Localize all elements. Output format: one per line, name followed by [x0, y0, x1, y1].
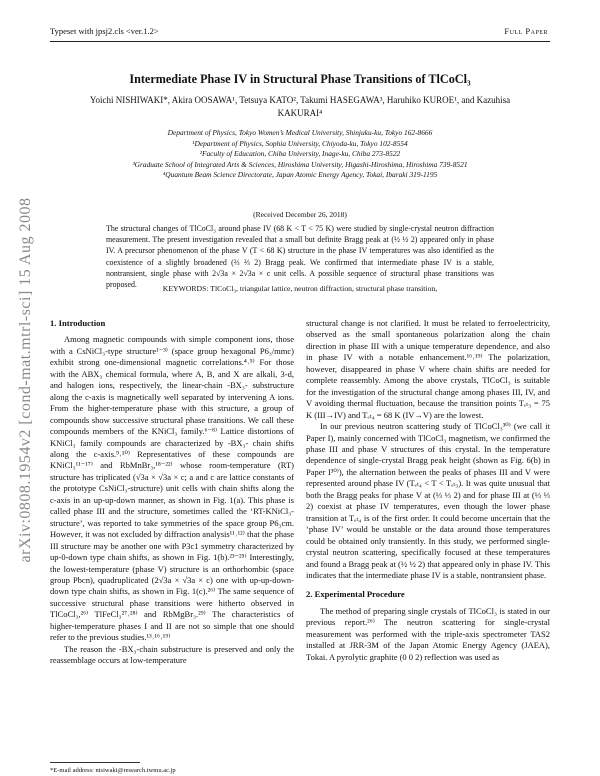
- section-heading-experimental: 2. Experimental Procedure: [306, 589, 405, 600]
- paragraph: The reason the -BX₃-chain substructure is preserved and only the reassemblage occurs at low-temperature: [50, 643, 294, 666]
- left-column: [50, 318, 294, 667]
- section-heading-introduction: 1. Introduction: [50, 318, 106, 328]
- affiliation: ¹Department of Physics, Sophia University, Chiyoda-ku, Tokyo 102-8554: [192, 138, 408, 148]
- affiliations: [60, 128, 540, 181]
- running-header-paper-type: Full Paper: [504, 26, 548, 36]
- author-list: Yoichi NISHIWAKI*, Akira OOSAWA¹, Tetsuya KATO², Takumi HASEGAWA³, Haruhiko KUROE¹, and Kazuhisa KAKURAI⁴: [89, 95, 511, 118]
- paper-title: Intermediate Phase IV in Structural Phase Transitions of TlCoCl₃: [129, 72, 471, 86]
- paragraph: Among magnetic compounds with simple component ions, those with a CsNiCl₃-type structure¹⁻³⁾ (space group hexagonal P6₃/mmc) exhibit strong one-dimensional magnetic correlations.⁴˒⁵⁾ For those with the ABX₃ chemical formula, where A, B, and X are alkali, 3-d, and halogen ions, respectively, the linear-chain -BX₃- substructure along the c-axis is magnetically well separated by intervening A ions. From the higher-temperature phase with this structure, a group of compounds show successive structural phase transitions. We call these compounds members of the KNiCl₃ family.⁶⁻⁸⁾ Lattice distortions of KNiCl₃ family compounds are characterized by -BX₃- chain shifts along the c-axis.⁹˒¹⁰⁾ Representatives of these compounds are KNiCl₃¹¹⁻¹⁷⁾ and RbMnBr₃,¹⁸⁻²²⁾ whose room-temperature (RT) structure has triplicated (√3a × √3a × c; a and c are lattice constants of the prototype CsNiCl₃-structure) unit cells with chain shifts along the c-axis in an up-up-down manner, as shown in Fig. 1(a). This phase is called phase III and the structure, sometimes called the ‘RT-KNiCl₃-structure’, was reported to take symmetries of the space group P6₃cm. However, it was not excluded by diffraction analysis¹¹˒¹²⁾ that the phase III structure may be another one with P3c1 symmetry characterized by up-0-down type chain shifts, as shown in Fig. 1(b).²³⁻²⁵⁾ Interestingly, the lowest-temperature (phase V) structure is an orthorhombic (space group Pbcn), quadruplicated (2√3a × √3a × c) one with up-up-down-down type chain shifts, as shown in Fig. 1(c).²⁶⁾ The same sequence of successive structural phase transitions were hitherto observed in TlCoCl₃,²⁶⁾ TlFeCl₃²⁷˒²⁸⁾ and RbMgBr₃.²⁹⁾ The characteristics of higher-temperature phases I and II are not so simple that one should refer to the previous studies.¹³˒¹⁶˒¹⁹⁾: [50, 334, 294, 643]
- footnote-rule: [50, 762, 140, 763]
- abstract: The structural changes of TlCoCl₃ around phase IV (68 K < T < 75 K) were studied by single-crystal neutron diffraction measurement. The present investigation revealed that a small but definite Bragg peak at (½ ½ 2) appeared only in phase IV. A precursor phenomenon of the phase V (T < 68 K) structure in the phase IV temperatures was also identified as the coexistence of a slightly broadened (⅔ ⅔ 2) Bragg peak. We confirmed that intermediate phase IV is a stable, nontransient, single phase with 2√3a × 2√3a × c unit cells. A possible sequence of structural phase transitions was proposed.: [106, 224, 494, 290]
- paragraph: The method of preparing single crystals of TlCoCl₃ is stated in our previous report.²⁶⁾ The neutron scattering for single-crystal measurement was performed with the triple-axis spectrometer TAS2 installed at JRR-3M of the Japan Atomic Energy Agency (JAEA), Tokai. A pyrolytic graphite (0 0 2) reflection was used as: [306, 605, 550, 662]
- footnote-email: *E-mail address: nisiwaki@research.twmu.ac.jp: [50, 767, 176, 774]
- arxiv-stamp: [6, 170, 46, 590]
- running-header-typeset: Typeset with jpsj2.cls <ver.1.2>: [50, 26, 159, 36]
- keywords: KEYWORDS: TlCoCl₃, triangular lattice, neutron diffraction, structural phase transition,: [162, 284, 438, 293]
- affiliation: ³Graduate School of Integrated Arts & Sciences, Hiroshima University, Higashi-Hiroshima, Hiroshima 739-8521: [132, 159, 468, 169]
- received-date: (Received December 26, 2018): [253, 210, 347, 219]
- paragraph: structural change is not clarified. It must be related to ferroelectricity, observed as the small spontaneous polarization along the chain direction in phase III with a unique temperature dependence, and also in phase IV with a notable enhancement.¹⁶˒¹⁹⁾ The polarization, however, disappeared in phase V where chain shifts are needed for complete reassembly. Among the above crystals, TlCoCl₃ is suitable for the investigation of the structural change among phases III, IV, and V avoiding thermal fluctuation, because the transition points Tₑₜ₃ = 75 K (III→IV) and Tₑₜ₄ = 68 K (IV→V) are the lowest.: [306, 318, 550, 420]
- affiliation: Department of Physics, Tokyo Women’s Medical University, Shinjuku-ku, Tokyo 162-8666: [167, 128, 433, 137]
- right-column: [306, 318, 550, 663]
- arxiv-stamp-text: arXiv:0808.1954v2 [cond-mat.mtrl-sci] 15 Aug 2008: [17, 197, 34, 563]
- header-rule: [50, 41, 550, 42]
- affiliation: ²Faculty of Education, Chiba University, Inage-ku, Chiba 273-8522: [199, 149, 401, 158]
- affiliation: ⁴Quantum Beam Science Directorate, Japan Atomic Energy Agency, Tokai, Ibaraki 319-1195: [162, 170, 438, 179]
- paragraph: In our previous neutron scattering study of TlCoCl₃³⁰⁾ (we call it Paper I), mainly concerned with TlCoCl₃ magnetism, we confirmed the phase III and phase V structures of this crystal. In the temperature dependence of single-crystal Bragg peak height (shown as Fig. 6(b) in Paper I³⁰⁾), the alternation between the peaks of phases III and V were represented around phase IV (Tₑₜ₄ < T < Tₑₜ₃). It was quite unusual that both the Bragg peaks for phase V at (⅓ ⅓ 2) and for phase III at (⅓ ⅓ 2) coexist at phase IV temperatures, even though the lower phase transition at Tₑₜ₄ is of the first order. It could become uncertain that the ‘phase IV’ would be unstable or the data around those temperatures could be obtained only transiently. In this study, we performed single-crystal neutron scattering, specifically focused at these temperatures and found a Bragg peak at (½ ½ 2) that appeared only in phase IV. This indicates that the intermediate phase IV is a stable, nontransient phase.: [306, 421, 550, 580]
